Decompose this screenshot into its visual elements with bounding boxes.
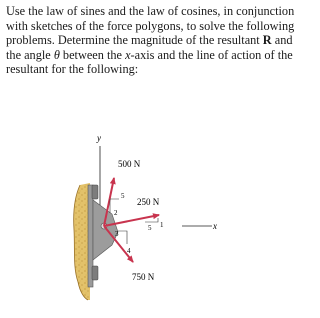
force-250n-label: 250 N	[137, 197, 160, 207]
force-250n-slope-rise: 1	[160, 221, 164, 229]
x-axis-label: x	[213, 221, 217, 231]
force-750n-slope-rise: 4	[127, 247, 131, 255]
problem-text-3: between the	[59, 47, 126, 62]
force-250n-slope-run: 5	[148, 224, 152, 232]
resultant-symbol: R	[262, 33, 272, 48]
problem-text-4: -axis and the line of action of the resultant for the following:	[6, 47, 293, 77]
problem-text-2: and the angle	[6, 33, 293, 62]
problem-text-1: Use the law of sines and the law of cosines, in conjunction with sketches of the force polygons, to solve the following problems. Determine the magnitude of the resultant	[6, 4, 295, 48]
force-750n-slope-triangle	[118, 231, 127, 244]
force-500n-slope-rise: 5	[121, 192, 125, 200]
wall	[74, 183, 90, 300]
force-250n-slope-triangle	[145, 218, 158, 222]
force-750n-label: 750 N	[132, 272, 155, 282]
top-bolt	[92, 185, 98, 199]
force-500n-label: 500 N	[118, 159, 141, 169]
force-500n-slope-run: 2	[114, 209, 118, 217]
y-axis-label: y	[97, 133, 101, 143]
force-750n-slope-run: 3	[115, 230, 119, 238]
x-axis-term: x	[125, 47, 131, 62]
angle-symbol: θ	[53, 47, 60, 62]
bottom-bolt	[92, 266, 98, 280]
